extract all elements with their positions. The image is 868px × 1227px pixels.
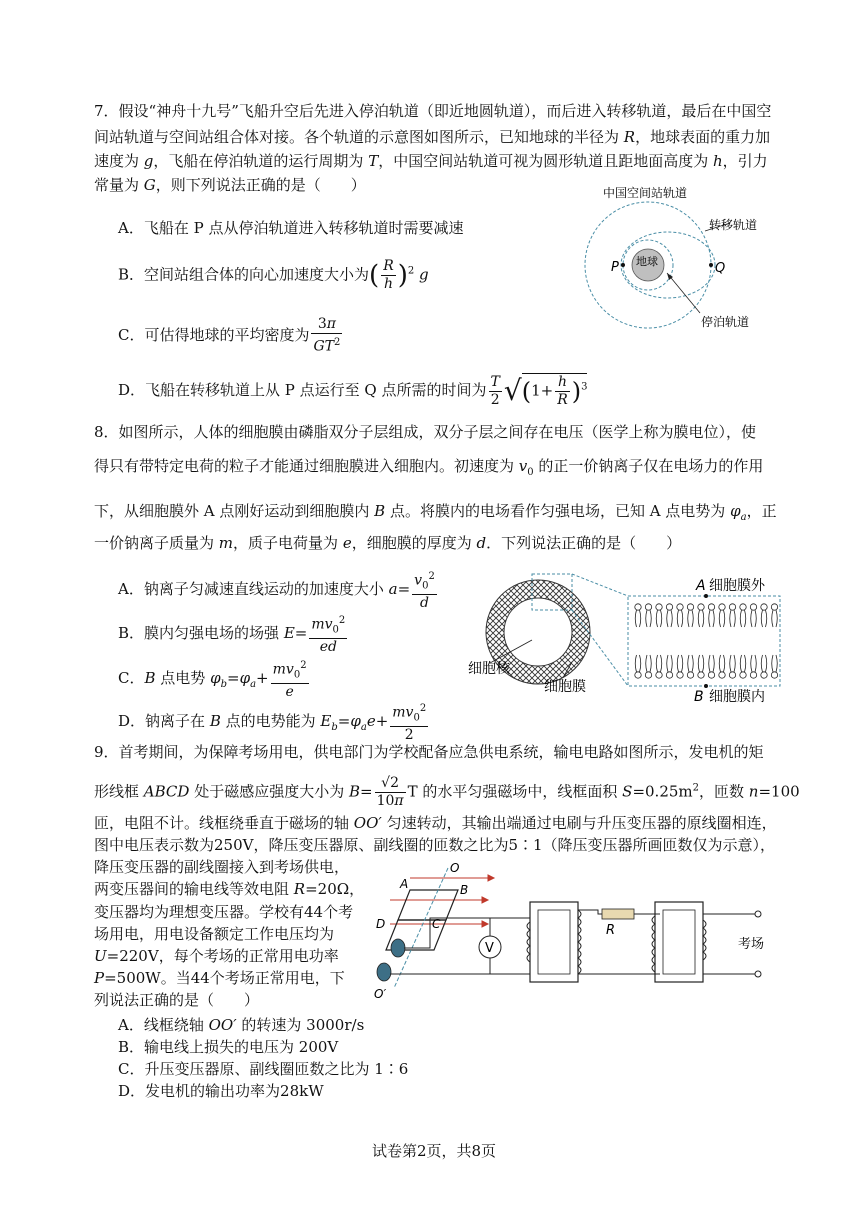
label-o: O (450, 861, 460, 875)
q7-stem-line2: 间站轨道与空间站组合体对接。各个轨道的示意图如图所示，已知地球的半径为 R，地球表面的重力加 (94, 128, 771, 146)
lipid-tail (761, 610, 767, 627)
lipid-head (761, 672, 767, 678)
q9-stem-line4: 图中电压表示数为250V，降压变压器原、副线圈的匝数之比为5∶1（降压变压器所画匝数仅为示意）， (94, 836, 776, 854)
lipid-head (740, 604, 746, 610)
q8-option-b: B．膜内匀强电场的场强 E= $\frac{mv_0^2}{ed}$ (118, 612, 349, 656)
q7-option-c: C．可估得地球的平均密度为 $\frac{3\pi}{GT^2}$ (118, 316, 341, 355)
q8-stem-line4: 一价钠离子质量为 m，质子电荷量为 e，细胞膜的厚度为 d．下列说法正确的是（ ） (94, 534, 682, 552)
slip-ring-2 (377, 963, 391, 981)
lipid-head (750, 604, 756, 610)
lipid-tail (688, 655, 694, 672)
lipid-head (740, 672, 746, 678)
lipid-head (750, 672, 756, 678)
lipid-head (677, 604, 683, 610)
lipid-tail (751, 610, 757, 627)
lipid-tail (772, 610, 778, 627)
slip-ring-1 (391, 939, 405, 957)
lipid-head (719, 672, 725, 678)
lipid-head (729, 672, 735, 678)
q9-stem-line1: 9．首考期间，为保障考场用电，供电部门为学校配备应急供电系统，输电电路如图所示，发电机的矩 (94, 743, 764, 761)
point-a (704, 594, 708, 598)
generator-circuit-diagram (370, 858, 780, 1008)
lipid-tail (635, 655, 641, 672)
label-b: B (460, 883, 469, 897)
label-q: Q (715, 261, 726, 276)
voltmeter-label: V (485, 941, 494, 956)
q9-stem-line3: 匝，电阻不计。线框绕垂直于磁场的轴 OO′ 匀速转动，其输出端通过电刷与升压变压器的原线圈相连， (94, 814, 777, 832)
q9-stem-line8: 场用电，用电设备额定工作电压均为 (94, 925, 335, 943)
label-a: A (696, 578, 706, 594)
label-b: B (694, 689, 704, 705)
cell-nucleus (504, 598, 572, 666)
q9-option-b: B．输电线上损失的电压为 200V (118, 1038, 339, 1056)
lipid-tail (772, 655, 778, 672)
q9-stem-line5: 降压变压器的副线圈接入到考场供电， (94, 858, 350, 876)
lipid-head (761, 604, 767, 610)
lipid-head (666, 604, 672, 610)
resistor-label: R (606, 923, 616, 938)
step-down-transformer (655, 902, 703, 982)
outside-label: 细胞膜外 (709, 578, 765, 594)
lipid-tail (709, 610, 715, 627)
transfer-orbit-label: 转移轨道 (709, 218, 758, 232)
lipid-tail (751, 655, 757, 672)
q9-stem-line7: 变压器均为理想变压器。学校有44个考 (94, 903, 354, 921)
q8-stem-line3: 下，从细胞膜外 A 点刚好运动到细胞膜内 B 点。将膜内的电场看作匀强电场，已知 A 点电势为 $\varphi_a$，正 (94, 502, 777, 523)
q9-stem-line6: 两变压器间的输电线等效电阻 R=20Ω， (94, 880, 365, 898)
lipid-tail (730, 655, 736, 672)
membrane-label: 细胞膜 (544, 679, 586, 695)
lipid-tail (677, 655, 683, 672)
inside-label: 细胞膜内 (709, 689, 765, 705)
label-d: D (376, 917, 386, 931)
lipid-head (677, 672, 683, 678)
q8-option-a: A．钠离子匀减速直线运动的加速度大小 a= $\frac{v_0^2}{d}$ (118, 568, 439, 612)
station-orbit-label: 中国空间站轨道 (603, 186, 688, 200)
exam-room-label: 考场 (738, 937, 765, 952)
lipid-head (708, 672, 714, 678)
q8-option-d: D．钠离子在 B 点的电势能为 $E_b=\varphi_ae+$ $\frac{mv_0^2}{2}$ (118, 700, 430, 744)
q7-option-a: A．飞船在 P 点从停泊轨道进入转移轨道时需要减速 (118, 219, 464, 237)
q7-stem-line1: 7．假设“神舟十九号”飞船升空后先进入停泊轨道（即近地圆轨道），而后进入转移轨道，最后在中国空 (94, 102, 772, 120)
label-a: A (400, 877, 409, 891)
lipid-layer-outer (635, 604, 778, 627)
lipid-tail (667, 655, 673, 672)
orbit-diagram (575, 183, 780, 353)
lipid-tail (646, 610, 652, 627)
lipid-tail (667, 610, 673, 627)
q8-stem-line2: 得只有带特定电荷的粒子才能通过细胞膜进入细胞内。初速度为 $v_0$ 的正一价钠离子仅在电场力的作用 (94, 457, 764, 478)
lipid-head (687, 604, 693, 610)
lipid-head (771, 604, 777, 610)
point-b (704, 684, 708, 688)
lipid-head (687, 672, 693, 678)
label-c: C (432, 917, 441, 931)
parking-orbit-label: 停泊轨道 (701, 315, 750, 329)
resistor-r (602, 909, 634, 919)
lipid-tail (730, 610, 736, 627)
earth-label: 地球 (636, 255, 658, 268)
lipid-tail (740, 610, 746, 627)
lipid-head (645, 604, 651, 610)
lipid-head (698, 604, 704, 610)
lipid-tail (719, 610, 725, 627)
lipid-head (635, 604, 641, 610)
lipid-head (656, 604, 662, 610)
lipid-tail (656, 655, 662, 672)
q9-option-a: A．线框绕轴 OO′ 的转速为 3000r/s (118, 1016, 365, 1034)
q8-option-c: C．B 点电势 $\varphi_b=\varphi_a+$ $\frac{mv_0^2}{e}$ (118, 657, 311, 701)
q7-stem-line3: 速度为 g，飞船在停泊轨道的运行周期为 T，中国空间站轨道可视为圆形轨道且距地面高度为 h，引力 (94, 152, 768, 170)
nucleus-label: 细胞核 (468, 661, 510, 677)
step-up-transformer (530, 902, 578, 982)
q8-stem-line1: 8．如图所示，人体的细胞膜由磷脂双分子层组成，双分子层之间存在电压（医学上称为膜电位），使 (94, 423, 757, 441)
lipid-tail (740, 655, 746, 672)
q7-stem-line4: 常量为 G，则下列说法正确的是（ ） (94, 176, 366, 194)
lipid-tail (677, 610, 683, 627)
q9-option-d: D．发电机的输出功率为28kW (118, 1082, 324, 1100)
output-terminal-2 (755, 971, 761, 977)
lipid-tail (656, 610, 662, 627)
label-o-prime: O′ (374, 987, 387, 1001)
q9-stem-line10: P=500W。当44个考场正常用电，下 (94, 969, 345, 987)
lipid-tail (698, 655, 704, 672)
lipid-tail (761, 655, 767, 672)
lipid-head (729, 604, 735, 610)
q7-option-b: B．空间站组合体的向心加速度大小为( $\frac{R}{h}$ )$^2$ g (118, 258, 429, 292)
lipid-head (719, 604, 725, 610)
point-q (709, 263, 713, 267)
output-terminal-1 (755, 911, 761, 917)
page-footer: 试卷第2页，共8页 (371, 1142, 497, 1160)
lipid-head (698, 672, 704, 678)
lipid-tail (698, 610, 704, 627)
point-p (621, 263, 625, 267)
q9-stem-line9: U=220V，每个考场的正常用电功率 (94, 947, 339, 965)
lipid-tail (688, 610, 694, 627)
lipid-layer-inner (635, 655, 778, 678)
q9-option-c: C．升压变压器原、副线圈匝数之比为 1∶6 (118, 1060, 409, 1078)
coil-top (398, 890, 458, 920)
lipid-tail (646, 655, 652, 672)
lipid-head (771, 672, 777, 678)
label-p: P (611, 260, 619, 275)
cell-membrane-diagram (460, 570, 790, 710)
lipid-head (635, 672, 641, 678)
lipid-tail (635, 610, 641, 627)
lipid-tail (709, 655, 715, 672)
q9-stem-line2: 形线框 ABCD 处于磁感应强度大小为 B= $\frac{√2}{10\pi}$ T 的水平匀强磁场中，线框面积 $S=0.25m^2$，匝数 n=100 (94, 775, 800, 809)
q9-stem-line11: 列说法正确的是（ ） (94, 991, 260, 1009)
lipid-head (645, 672, 651, 678)
lipid-head (708, 604, 714, 610)
lipid-head (666, 672, 672, 678)
lipid-head (656, 672, 662, 678)
q7-option-d: D．飞船在转移轨道上从 P 点运行至 Q 点所需的时间为 $\frac{T}{2}$ √(1+ $\frac{h}{R}$ )$^3$ (118, 373, 588, 408)
lipid-tail (719, 655, 725, 672)
